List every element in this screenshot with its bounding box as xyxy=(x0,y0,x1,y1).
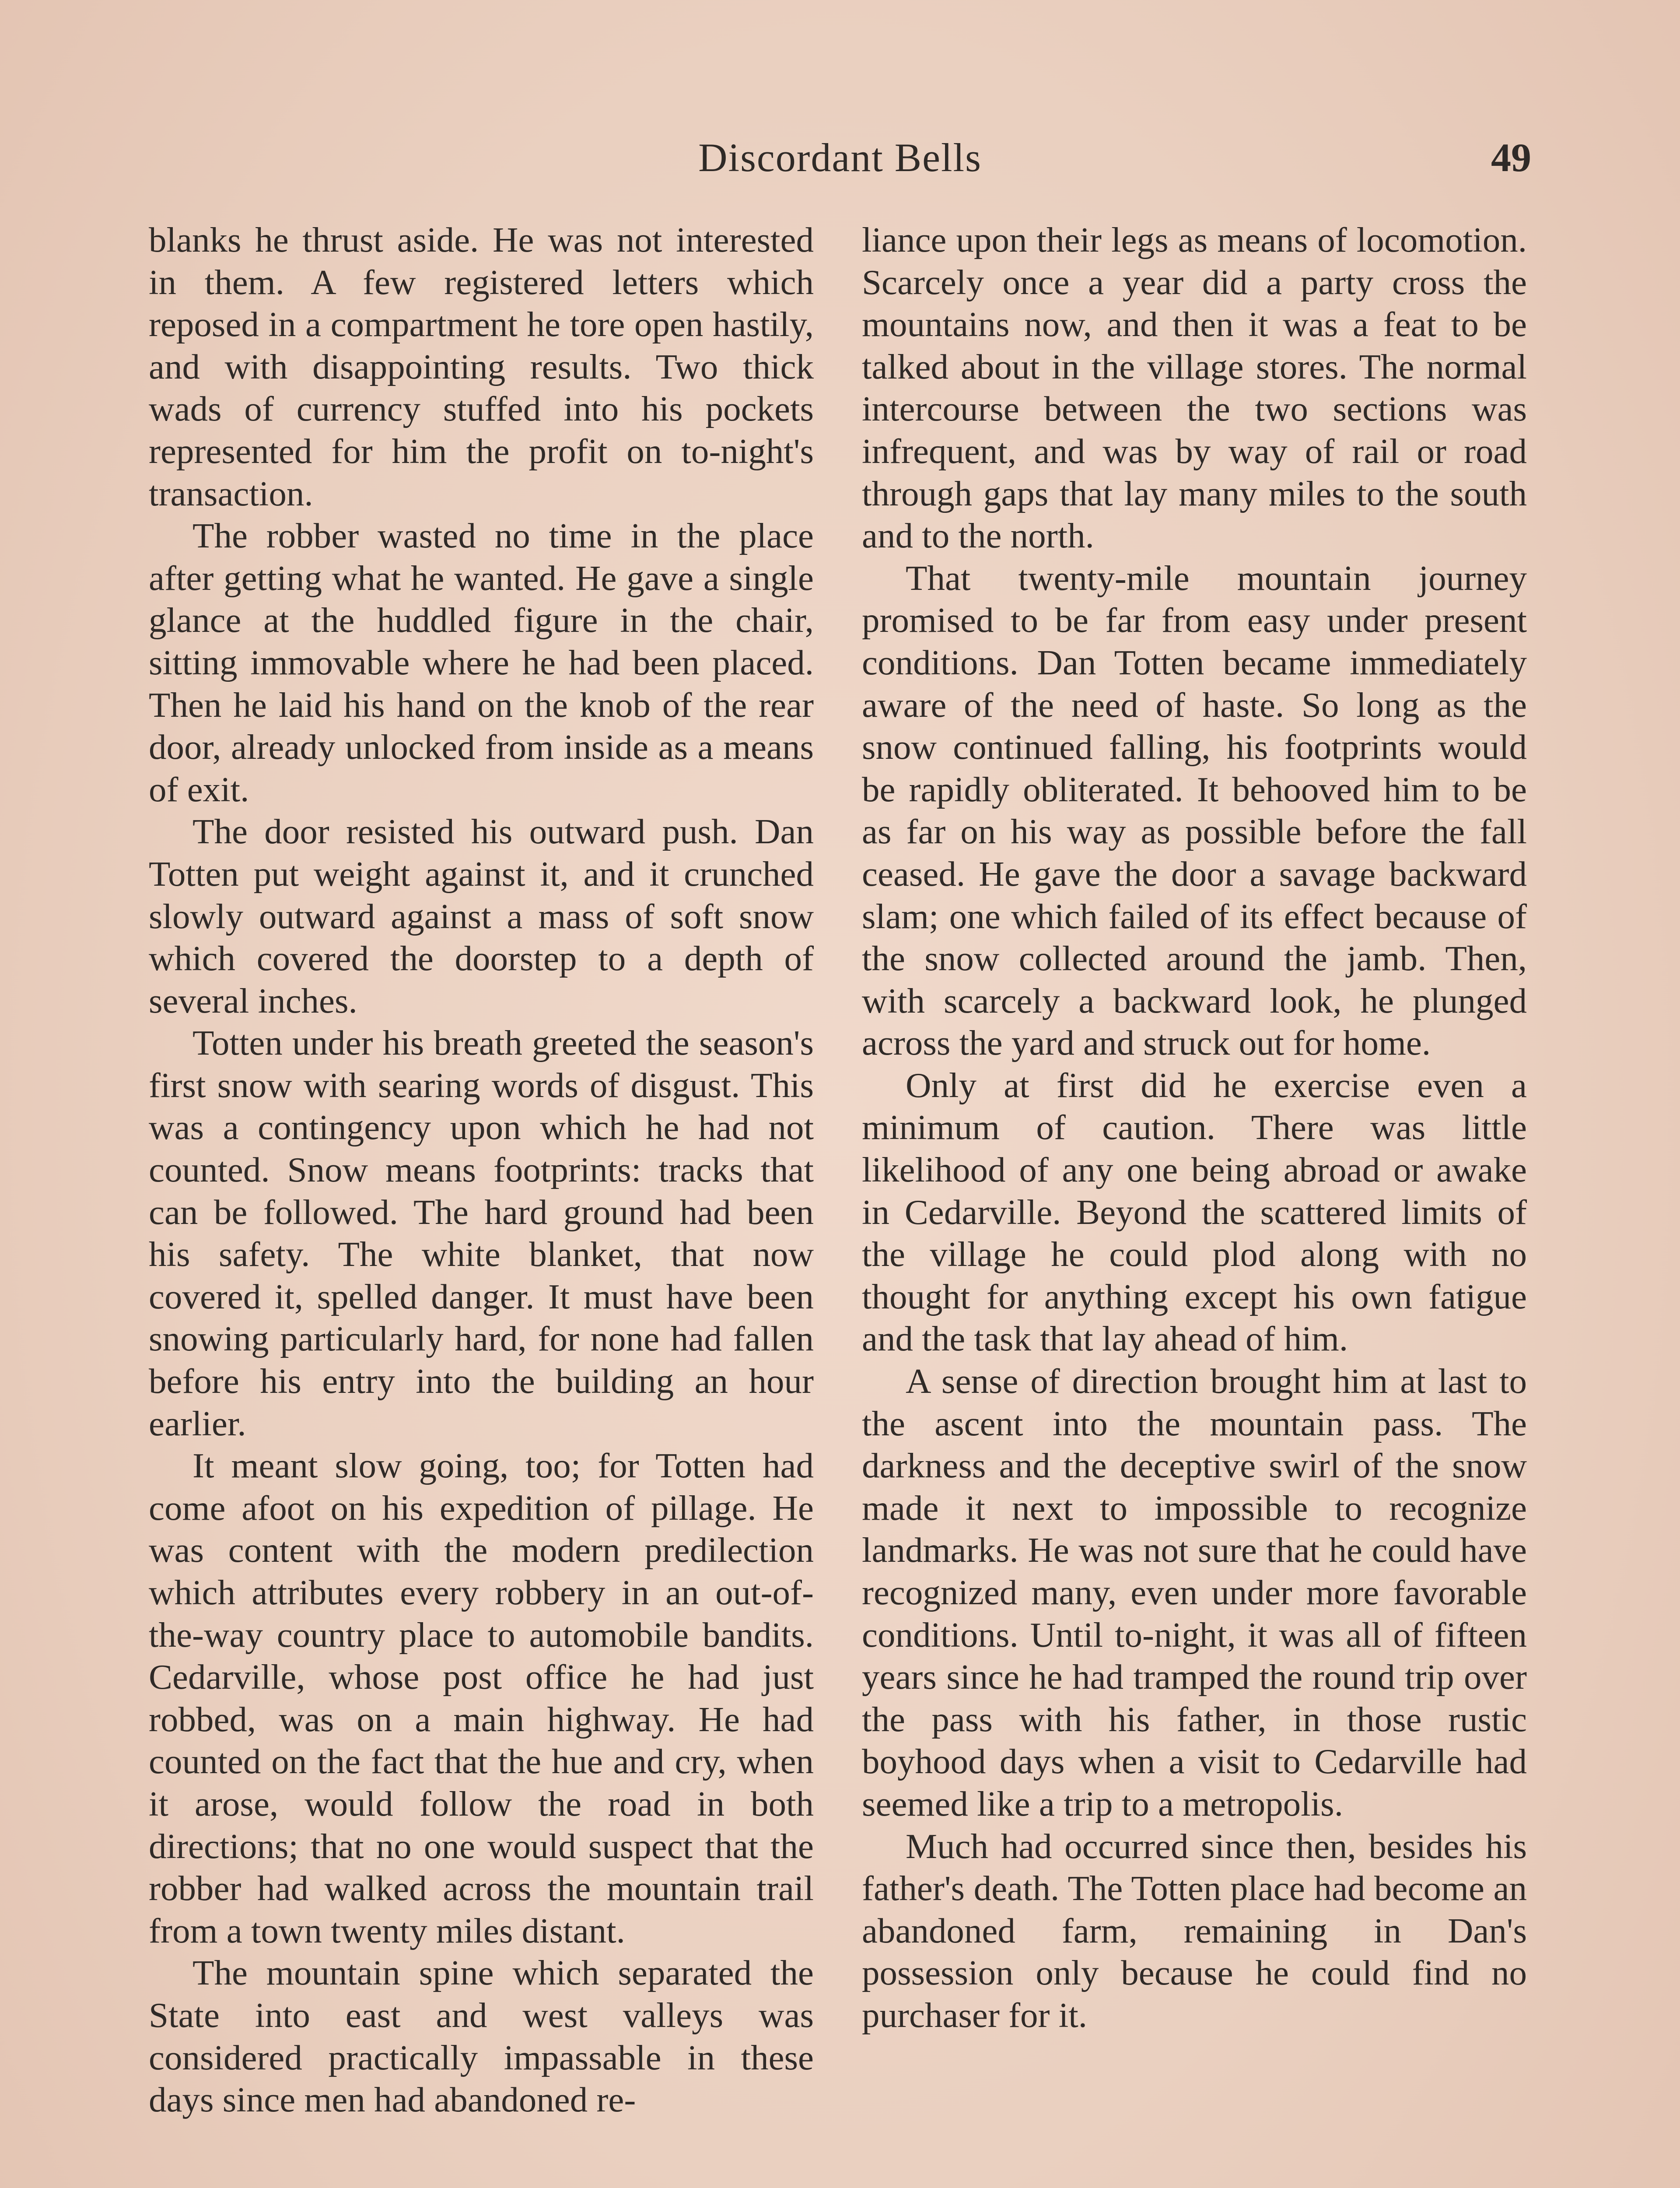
page-number: 49 xyxy=(1491,135,1531,180)
paragraph: blanks he thrust aside. He was not interested in them. A few registered letters which reposed in a compartment he tore open hastily, and with disappointing results. Two thick wads of currency stuffed into his pockets represented for him the profit on to-night's transaction. xyxy=(149,220,814,513)
paragraph: The door resisted his outward push. Dan Totten put weight against it, and it crunched slowly outward against a mass of soft snow which covered the doorstep to a depth of several inches. xyxy=(149,812,814,1020)
right-column xyxy=(862,219,1527,2037)
paragraph: A sense of direction brought him at last to the ascent into the mountain pass. The darkness and the deceptive swirl of the snow made it next to impossible to recognize landmarks. He was not sure that he could have recognized many, even under more favorable conditions. Until to-night, it was all of fifteen years since he had tramped the round trip over the pass with his father, in those rustic boyhood days when a visit to Cedarville had seemed like a trip to a metropolis. xyxy=(862,1361,1527,1823)
paragraph: Totten under his breath greeted the season's first snow with searing words of disgust. This was a contingency upon which he had not counted. Snow means footprints: tracks that can be followed. The hard ground had been his safety. The white blanket, that now covered it, spelled danger. It must have been snowing particularly hard, for none had fallen before his entry into the building an hour earlier. xyxy=(149,1023,814,1443)
paragraph: It meant slow going, too; for Totten had come afoot on his expedition of pillage. He was content with the modern predilection which attributes every robbery in an out-of-the-way country place to automobile bandits. Cedarville, whose post office he had just robbed, was on a main highway. He had counted on the fact that the hue and cry, when it arose, would follow the road in both directions; that no one would suspect that the robber had walked across the mountain trail from a town twenty miles distant. xyxy=(149,1446,814,1950)
paragraph: Only at first did he exercise even a minimum of caution. There was little likelihood of any one being abroad or awake in Cedarville. Beyond the scattered limits of the village he could plod along with no thought for anything except his own fatigue and the task that lay ahead of him. xyxy=(862,1065,1527,1359)
left-column xyxy=(149,219,814,2121)
paragraph: liance upon their legs as means of locomotion. Scarcely once a year did a party cross the mountains now, and then it was a feat to be talked about in the village stores. The normal intercourse between the two sections was infrequent, and was by way of rail or road through gaps that lay many miles to the south and to the north. xyxy=(862,220,1527,556)
paragraph: The robber wasted no time in the place after getting what he wanted. He gave a single glance at the huddled figure in the chair, sitting immovable where he had been placed. Then he laid his hand on the knob of the rear door, already unlocked from inside as a means of exit. xyxy=(149,516,814,809)
paragraph: The mountain spine which separated the State into east and west valleys was considered practically impassable in these days since men had abandoned re- xyxy=(149,1953,814,2120)
running-title: Discordant Bells xyxy=(698,135,982,180)
running-head xyxy=(0,131,1680,184)
paragraph: Much had occurred since then, besides his father's death. The Totten place had become an abandoned farm, remaining in Dan's possession only because he could find no purchaser for it. xyxy=(862,1826,1527,2035)
paragraph: That twenty-mile mountain journey promised to be far from easy under present conditions. Dan Totten became immediately aware of the need of haste. So long as the snow continued falling, his footprints would be rapidly obliterated. It behooved him to be as far on his way as possible before the fall ceased. He gave the door a savage backward slam; one which failed of its effect because of the snow collected around the jamb. Then, with scarcely a backward look, he plunged across the yard and struck out for home. xyxy=(862,558,1527,1063)
